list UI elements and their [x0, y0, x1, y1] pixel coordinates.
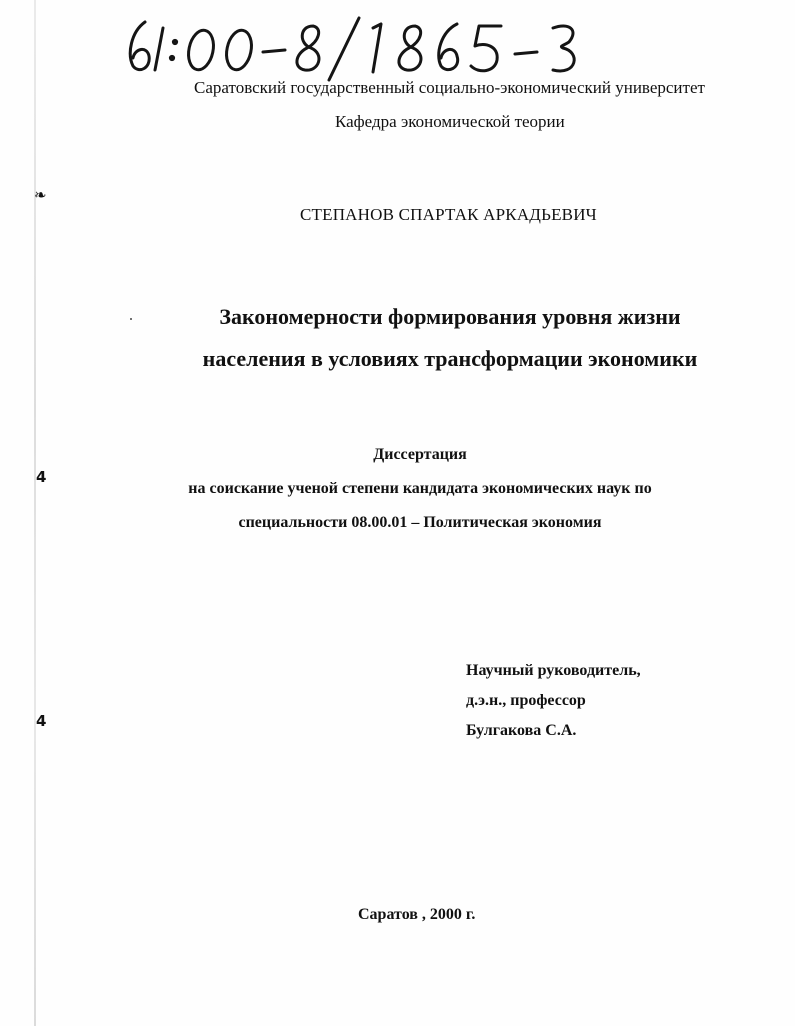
catalog-stamp-drawing: [123, 14, 593, 84]
advisor-role: Научный руководитель,: [466, 662, 641, 679]
margin-mark-3: 4: [36, 712, 47, 730]
dissertation-block: [140, 438, 700, 540]
dissertation-specialty-line: специальности 08.00.01 – Политическая экономия: [238, 514, 602, 531]
dissertation-title: [120, 296, 780, 380]
dissertation-degree-line: на соискание ученой степени кандидата экономических наук по: [188, 480, 652, 497]
department-name: Кафедра экономической теории: [335, 112, 565, 131]
university-name: Саратовский государственный социально-экономический университет: [194, 78, 705, 97]
city-year: Саратов , 2000 г.: [358, 906, 476, 923]
advisor-name: Булгакова С.А.: [466, 722, 577, 739]
title-line-1: Закономерности формирования уровня жизни: [219, 304, 681, 329]
dissertation-heading: Диссертация: [373, 446, 467, 463]
title-line-2: населения в условиях трансформации экономики: [202, 346, 698, 371]
handwritten-catalog-stamp: [123, 14, 593, 84]
margin-mark-1: ❧: [34, 186, 47, 204]
author-name: СТЕПАНОВ СПАРТАК АРКАДЬЕВИЧ: [300, 205, 597, 224]
scan-edge-shadow: [34, 0, 36, 1026]
advisor-degree: д.э.н., профессор: [466, 692, 586, 709]
margin-mark-2: 4: [36, 468, 47, 486]
advisor-block: [466, 656, 641, 746]
